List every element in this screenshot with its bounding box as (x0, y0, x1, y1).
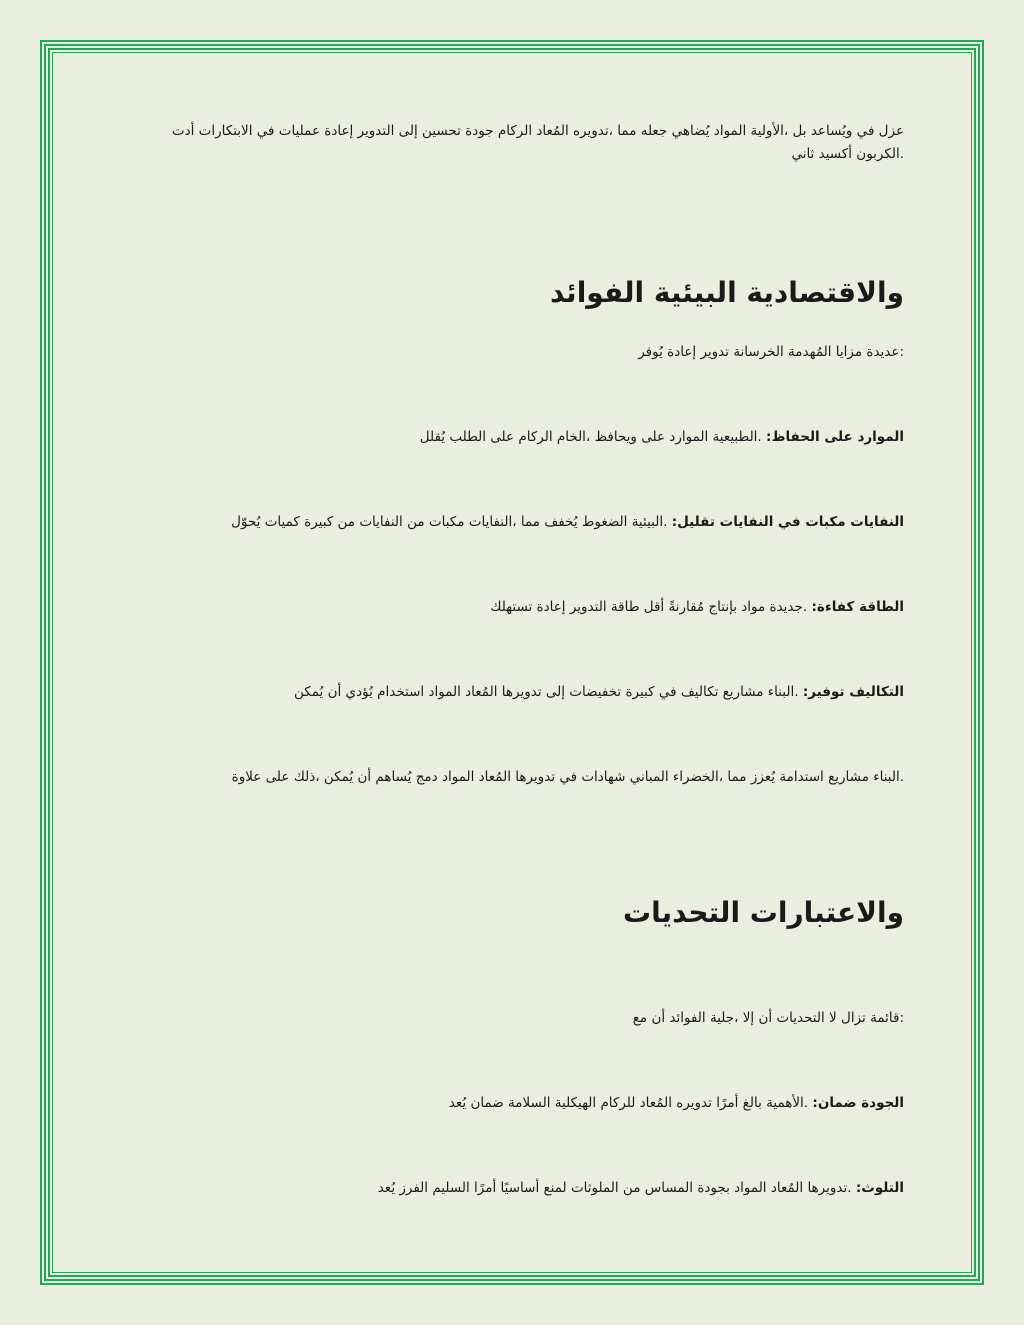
benefit-item: الطاقة كفاءة: .جديدة مواد بإنتاج مُقارنةً أقل طاقة التدوير إعادة تستهلك (490, 599, 904, 615)
benefit-text: .جديدة مواد بإنتاج مُقارنةً أقل طاقة التدوير إعادة تستهلك (490, 599, 808, 615)
benefits-closing: .البناء مشاريع استدامة يُعزز مما ،الخضراء المباني شهادات في تدويرها المُعاد المواد دمج يُساهم أن يُمكن ،ذلك على علاوة (231, 769, 904, 785)
benefit-label: النفايات مكبات في النفايات تقليل (677, 514, 904, 530)
benefit-label: التكاليف توفير (808, 684, 904, 700)
intro-paragraph (120, 120, 904, 166)
intro-line-2: .الكربون أكسيد ثاني (791, 146, 904, 162)
benefit-item: التكاليف توفير: .البناء مشاريع تكاليف في كبيرة تخفيضات إلى تدويرها المُعاد المواد استخدام يُؤدي أن يُمكن (293, 684, 904, 700)
benefit-text: .البناء مشاريع تكاليف في كبيرة تخفيضات إلى تدويرها المُعاد المواد استخدام يُؤدي أن يُمكن (293, 684, 799, 700)
benefit-label: الطاقة كفاءة (816, 599, 904, 615)
challenges-lead: :قائمة تزال لا التحديات أن إلا ،جلية الفوائد أن مع (632, 1010, 904, 1026)
challenge-text: .الأهمية بالغ أمرًا تدويره المُعاد للركام الهيكلية السلامة ضمان يُعد (448, 1095, 809, 1111)
benefits-heading: والاقتصادية البيئية الفوائد (550, 276, 904, 309)
benefit-item: النفايات مكبات في النفايات تقليل: .البيئية الضغوط يُخفف مما ،النفايات مكبات من النفايات من كبيرة كميات يُحوّل (231, 514, 904, 530)
benefit-text: .البيئية الضغوط يُخفف مما ،النفايات مكبات من النفايات من كبيرة كميات يُحوّل (231, 514, 668, 530)
challenge-label: الجودة ضمان (817, 1095, 904, 1111)
benefits-lead: :عديدة مزايا المُهدمة الخرسانة تدوير إعادة يُوفر (638, 344, 904, 360)
page-border-inner (52, 52, 972, 1273)
challenge-label: التلوث (861, 1180, 904, 1196)
benefit-item: الموارد على الحفاظ: .الطبيعية الموارد على ويحافظ ،الخام الركام على الطلب يُقلل (419, 429, 904, 445)
challenge-text: .تدويرها المُعاد المواد بجودة المساس من الملوثات لمنع أساسيًا أمرًا السليم الفرز يُعد (377, 1180, 852, 1196)
challenges-heading: والاعتبارات التحديات (622, 896, 904, 929)
intro-line-1: عزل في ويُساعد بل ،الأولية المواد يُضاهي جعله مما ،تدويره المُعاد الركام جودة تحسين إلى التدوير إعادة عمليات في الابتكارات أدت (171, 123, 904, 139)
challenge-item: الجودة ضمان: .الأهمية بالغ أمرًا تدويره المُعاد للركام الهيكلية السلامة ضمان يُعد (448, 1095, 904, 1111)
benefit-text: .الطبيعية الموارد على ويحافظ ،الخام الركام على الطلب يُقلل (419, 429, 762, 445)
challenge-item: التلوث: .تدويرها المُعاد المواد بجودة المساس من الملوثات لمنع أساسيًا أمرًا السليم الفرز يُعد (377, 1180, 904, 1196)
benefit-label: الموارد على الحفاظ (771, 429, 904, 445)
